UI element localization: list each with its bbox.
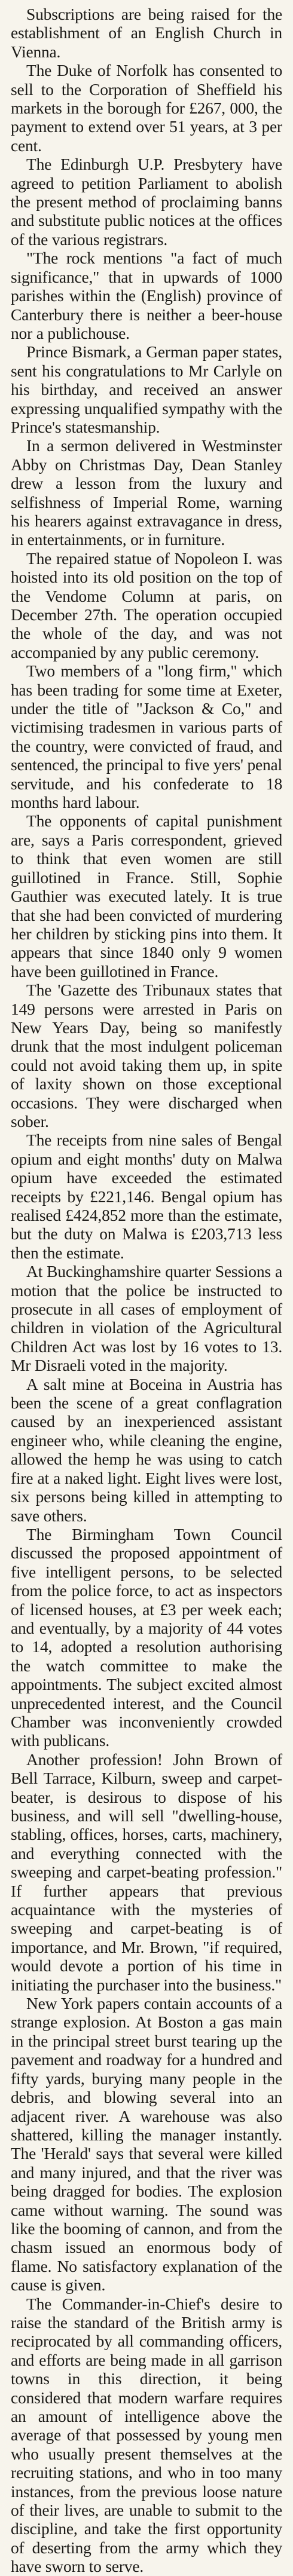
paragraph-vienna-church: Subscriptions are being raised for the establishment of an English Church in Vienna. xyxy=(11,5,282,61)
paragraph-bismark-carlyle: Prince Bismark, a German paper states, sent his congratulations to Mr Carlyle on his birthday, and received an answer expressing unqualified sympathy with the Prince's statesmanship. xyxy=(11,342,282,436)
paragraph-british-army: The Commander-in-Chief's desire to raise the standard of the British army is reciprocated by all commanding officers, and efforts are being made in all garrison towns in this direction, it being considered that modern warfare requires an amount of intelligence above the average of that possessed by young men who usually present themselves at the recruiting stations, and who in too many instances, from the previous loose nature of their lives, are unable to submit to the discipline, and take the first opportunity of deserting from the army which they have sworn to serve. xyxy=(11,2294,282,2576)
paragraph-norfolk-markets: The Duke of Norfolk has consented to sell to the Corporation of Sheffield his markets in the borough for £267, 000, the payment to extend over 51 years, at 3 per cent. xyxy=(11,61,282,155)
paragraph-salt-mine-fire: A salt mine at Boceina in Austria has been the scene of a great conflagration caused by an inexperienced assistant engineer who, while cleaning the engine, allowed the hemp he was using to catch fire at a naked light. Eight lives were lost, six persons being killed in attempting to save others. xyxy=(11,1374,282,1525)
paragraph-buckinghamshire-sessions: At Buckinghamshire quarter Sessions a motion that the police be instructed to prosecute in all cases of employment of children in violation of the Agricultural Children Act was lost by 16 votes to 13. Mr Disraeli voted in the majority. xyxy=(11,1262,282,1375)
paragraph-opium-receipts: The receipts from nine sales of Bengal opium and eight months' duty on Malwa opium have exceeded the estimated receipts by £221,146. Bengal opium has realised £424,852 more than the estimate, but the duty on Malwa is £203,713 less then the estimate. xyxy=(11,1131,282,1262)
paragraph-edinburgh-presbytery: The Edinburgh U.P. Presbytery have agreed to petition Parliament to abolish the present method of proclaiming banns and substitute public notices at the offices of the various registrars. xyxy=(11,155,282,249)
paragraph-boston-explosion: New York papers contain accounts of a strange explosion. At Boston a gas main in the principal street burst tearing up the pavement and roadway for a hundred and fifty yards, burying many people in the debris, and blowing several into an adjacent river. A warehouse was also shattered, killing the manager instantly. The 'Herald' says that several were killed and many injured, and that the river was being dragged for bodies. The explosion came without warning. The sound was like the booming of cannon, and from the chasm issued an enormous body of flame. No satisfactory explanation of the cause is given. xyxy=(11,1994,282,2295)
paragraph-dean-stanley-sermon: In a sermon delivered in Westminster Abby on Christmas Day, Dean Stanley drew a lesson from the luxury and selfishness of Imperial Rome, warning his hearers against extravagance in dress, in entertainments, or in furniture. xyxy=(11,436,282,549)
paragraph-sweep-profession: Another profession! John Brown of Bell Tarrace, Kilburn, sweep and carpet-beater, is desirous to dispose of his business, and will sell "dwelling-house, stabling, offices, horses, carts, machinery, and everything connected with the sweeping and carpet-beating profession." If further appears that previous acquaintance with the mysteries of sweeping and carpet-beating is of importance, and Mr. Brown, "if required, would devote a portion of his time in initiating the purchaser into the business." xyxy=(11,1750,282,1994)
paragraph-canterbury-parishes: "The rock mentions "a fact of much significance," that in upwards of 1000 parishes within the (English) province of Canterbury there is neither a beer-house nor a publichouse. xyxy=(11,249,282,342)
paragraph-long-firm-exeter: Two members of a "long firm," which has been trading for some time at Exeter, under the title of "Jackson & Co," and victimising tradesmen in various parts of the country, were convicted of fraud, and sentenced, the principal to five yers' penal servitude, and his confederate to 18 months hard labour. xyxy=(11,661,282,812)
paragraph-vendome-statue: The repaired statue of Nopoleon I. was hoisted into its old position on the top of the Vendome Column at paris, on December 27th. The operation occupied the whole of the day, and was not accompanied by any public ceremony. xyxy=(11,549,282,661)
paragraph-capital-punishment: The opponents of capital punishment are, says a Paris correspondent, grieved to think that even women are still guillotined in France. Still, Sophie Gauthier was executed lately. It is true that she had been convicted of murdering her children by sticking pins into them. It appears that since 1840 only 9 women have been guillotined in France. xyxy=(11,811,282,981)
paragraph-paris-arrests: The 'Gazette des Tribunaux states that 149 persons were arrested in Paris on New Years Day, being so manifestly drunk that the most indulgent policeman could not avoid taking them up, in spite of laxity shown on those exceptional occasions. They were discharged when sober. xyxy=(11,981,282,1131)
paragraph-birmingham-council: The Birmingham Town Council discussed the proposed appointment of five intelligent persons, to be selected from the police force, to act as inspectors of licensed houses, at £3 per week each; and eventually, by a majority of 44 votes to 14, adopted a resolution authorising the watch committee to make the appointments. The subject excited almost unprecedented interest, and the Council Chamber was inconveniently crowded with publicans. xyxy=(11,1524,282,1750)
